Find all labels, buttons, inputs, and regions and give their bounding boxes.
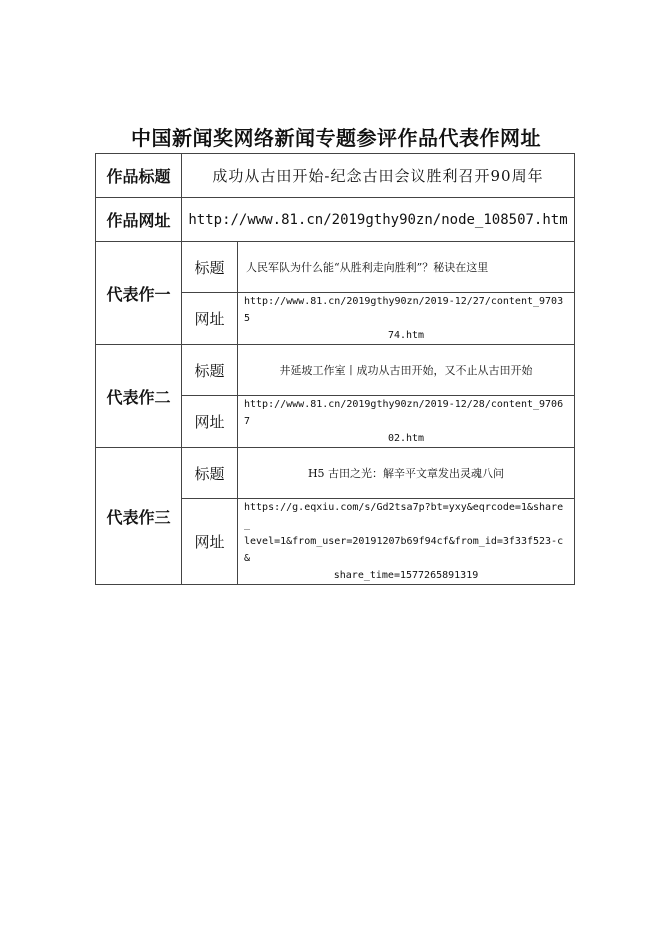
rep1-url-value[interactable] [238, 293, 575, 345]
rep1-title-row [96, 242, 575, 293]
rep2-title-value: 井延坡工作室丨成功从古田开始，又不止从古田开始 [238, 345, 575, 396]
rep3-url-label: 网址 [182, 499, 238, 585]
work-title-row [96, 154, 575, 198]
rep3-url-line1[interactable]: https://g.eqxiu.com/s/Gd2tsa7p?bt=yxy&eqrcode=1&share_ [244, 502, 564, 530]
rep1-title-label: 标题 [182, 242, 238, 293]
work-url-row [96, 198, 575, 242]
rep1-url-line1[interactable]: http://www.81.cn/2019gthy90zn/2019-12/27/content_97035 [244, 296, 564, 324]
rep3-title-row [96, 448, 575, 499]
rep2-url-line2[interactable]: 02.htm [387, 433, 425, 444]
rep1-url-label: 网址 [182, 293, 238, 345]
work-title-label: 作品标题 [96, 154, 182, 198]
rep3-url-line3[interactable]: share_time=1577265891319 [333, 570, 479, 581]
rep3-label: 代表作三 [96, 448, 182, 585]
rep2-url-label: 网址 [182, 396, 238, 448]
rep2-label: 代表作二 [96, 345, 182, 448]
entry-table [95, 153, 575, 585]
rep3-title-label: 标题 [182, 448, 238, 499]
rep2-url-line1[interactable]: http://www.81.cn/2019gthy90zn/2019-12/28/content_97067 [244, 399, 564, 427]
rep3-title-value: H5 古田之光：解辛平文章发出灵魂八问 [238, 448, 575, 499]
rep2-title-row [96, 345, 575, 396]
work-title-value: 成功从古田开始-纪念古田会议胜利召开90周年 [182, 154, 575, 198]
work-url-value[interactable]: http://www.81.cn/2019gthy90zn/node_108507.htm [182, 198, 575, 242]
rep3-url-value[interactable] [238, 499, 575, 585]
rep3-url-line2[interactable]: level=1&from_user=20191207b69f94cf&from_id=3f33f523-c& [244, 536, 564, 564]
rep2-title-label: 标题 [182, 345, 238, 396]
rep1-label: 代表作一 [96, 242, 182, 345]
rep1-url-line2[interactable]: 74.htm [387, 330, 425, 341]
rep1-title-value: 人民军队为什么能“从胜利走向胜利”？秘诀在这里 [238, 242, 575, 293]
work-url-label: 作品网址 [96, 198, 182, 242]
rep2-url-value[interactable] [238, 396, 575, 448]
document-title: 中国新闻奖网络新闻专题参评作品代表作网址 [131, 126, 541, 150]
